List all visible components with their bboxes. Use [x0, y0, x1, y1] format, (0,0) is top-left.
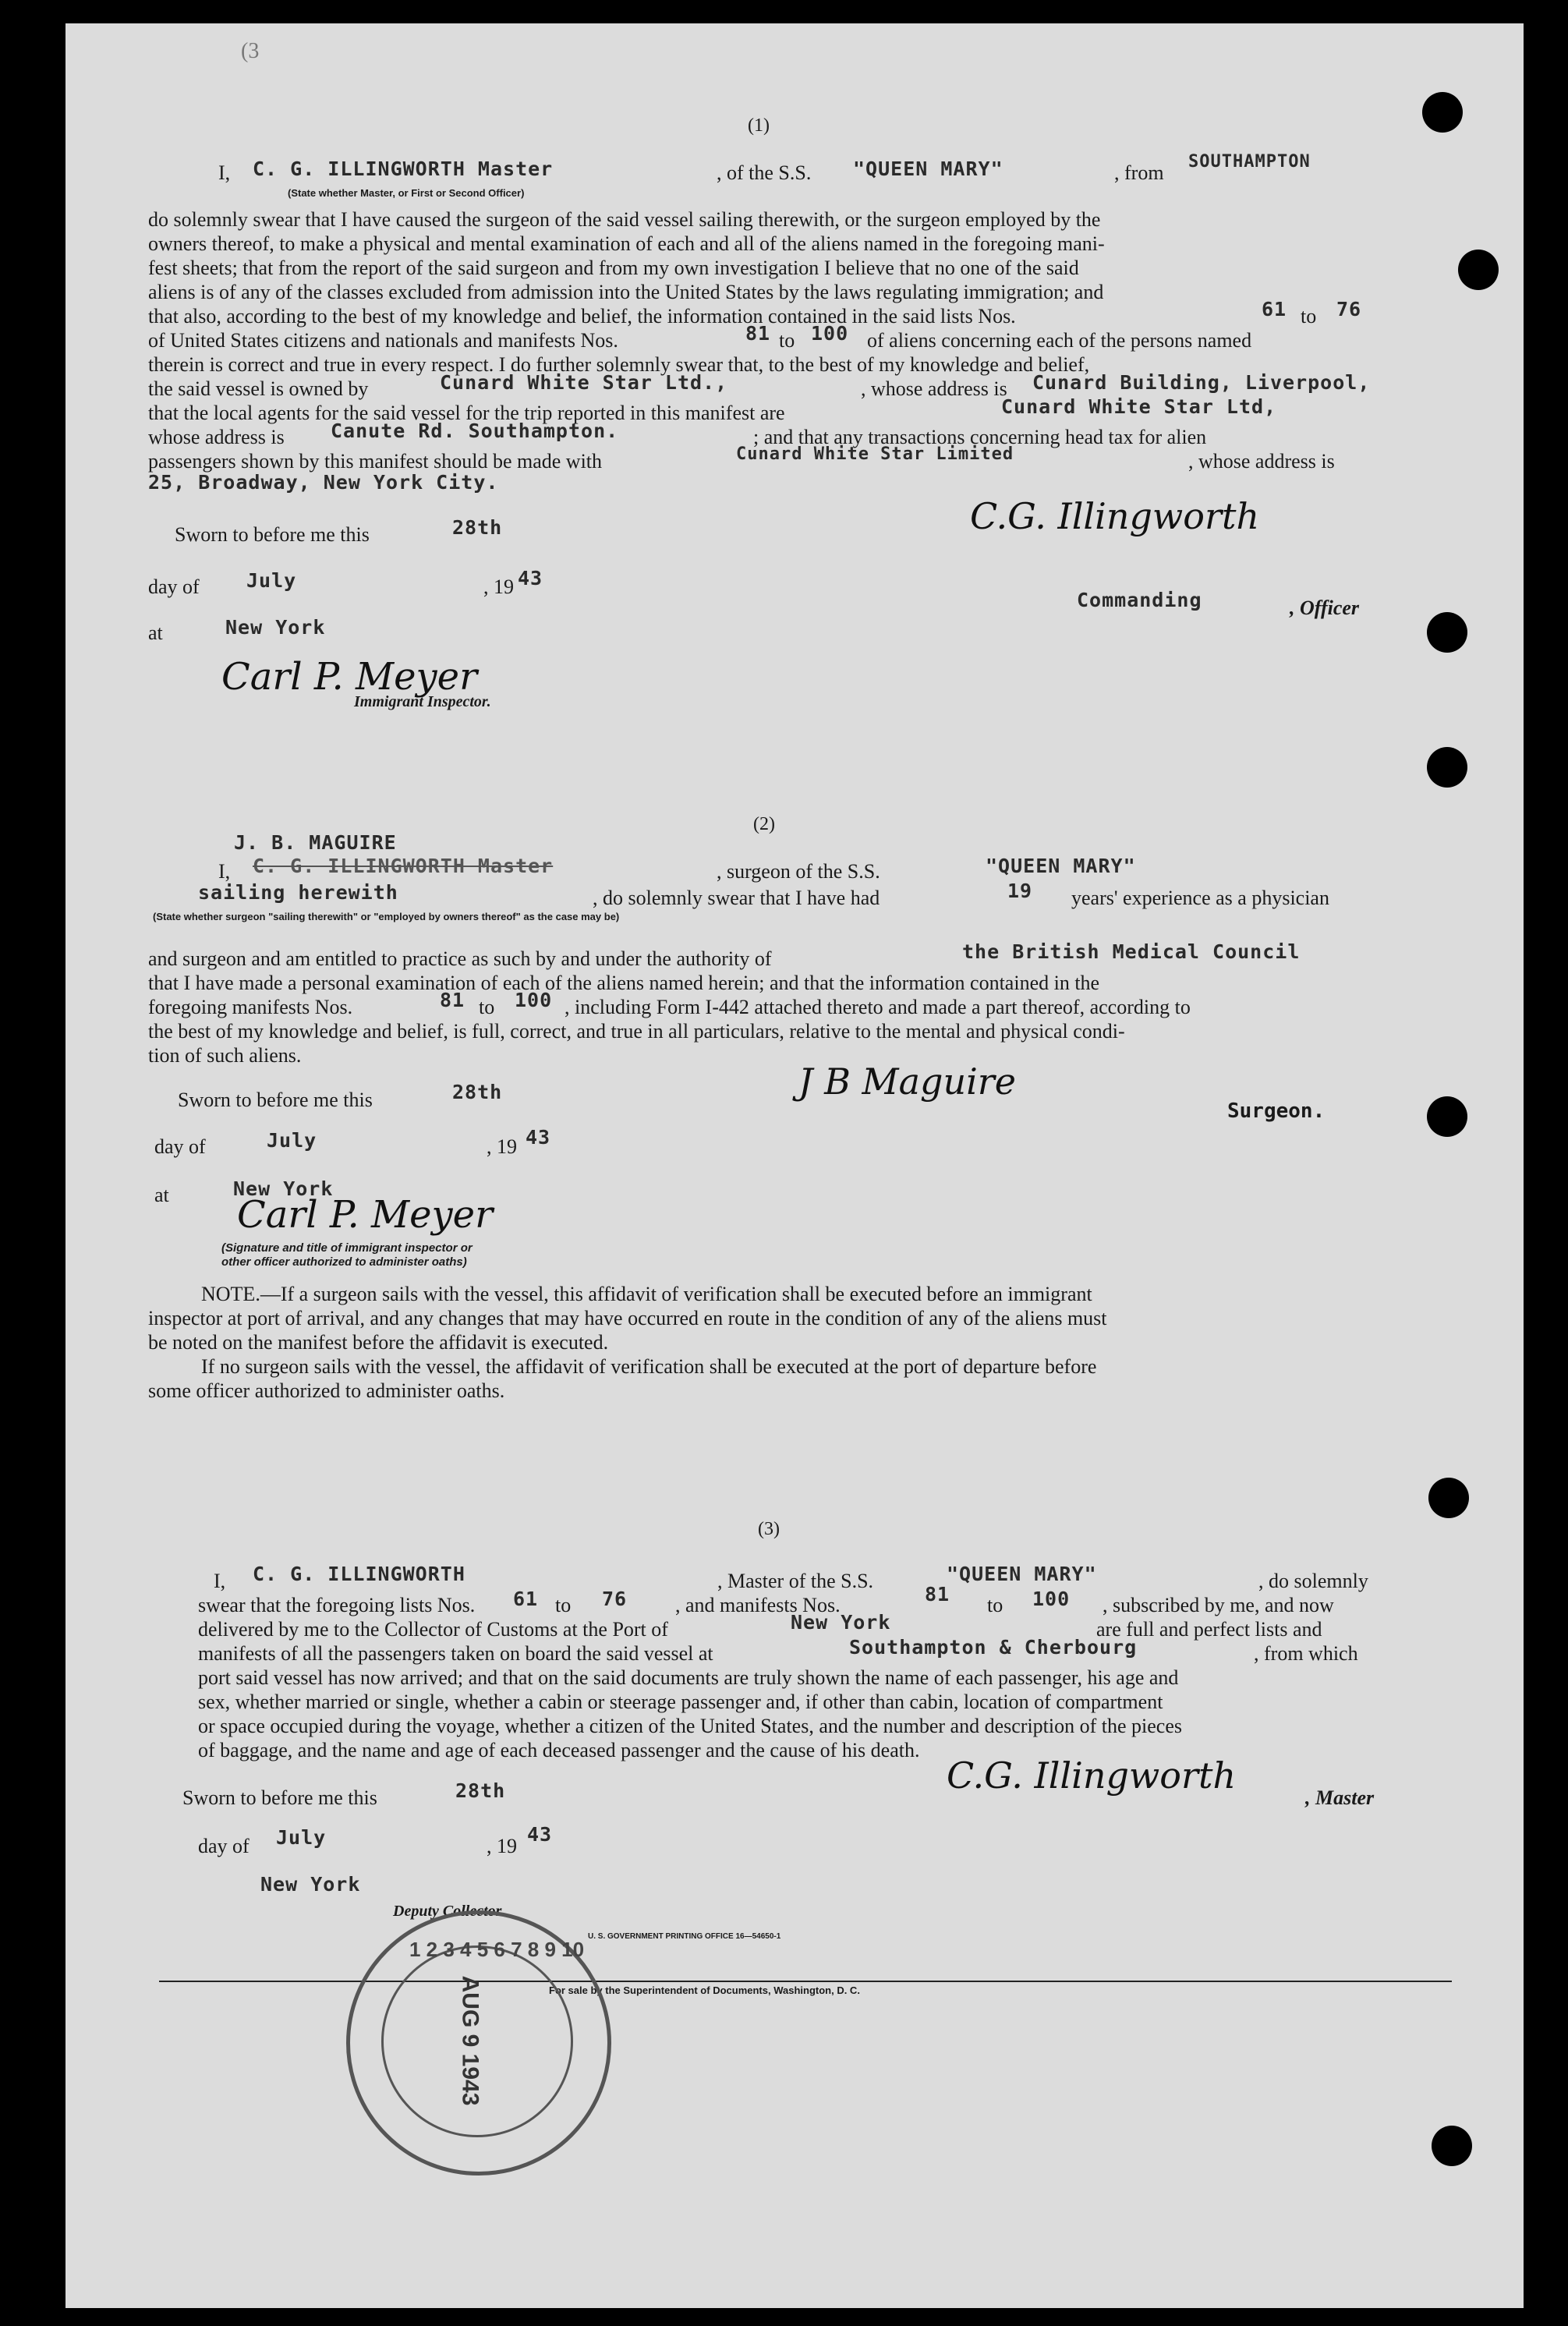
s3-month: July	[276, 1826, 327, 1849]
s1-to-2: to	[779, 329, 795, 352]
s3-intro: I,	[214, 1570, 226, 1592]
s2-from-no: 81	[440, 989, 465, 1011]
s2-sworn: Sworn to before me this	[178, 1089, 373, 1111]
s2-line-b: that I have made a personal examination of each of the aliens named herein; and that the information contained in the	[148, 972, 1100, 994]
s3-place: New York	[260, 1873, 361, 1896]
s1-day-of: day of	[148, 575, 200, 598]
s1-of-ss: , of the S.S.	[717, 161, 812, 184]
s2-surgeon-name: J. B. MAGUIRE	[234, 831, 397, 854]
s1-place: New York	[225, 616, 326, 639]
page-corner-number: (3	[241, 39, 260, 63]
s2-sailing: sailing herewith	[198, 881, 398, 904]
for-sale-note: For sale by the Superintendent of Documents, Washington, D. C.	[549, 1984, 860, 1996]
s1-of-aliens: of aliens concerning each of the persons named	[867, 329, 1252, 352]
s3-master-signature: C.G. Illingworth	[947, 1754, 1237, 1797]
s3-year-prefix: , 19	[487, 1835, 517, 1857]
s2-line-d: the best of my knowledge and belief, is full, correct, and true in all particulars, relative to the mental and physical condi-	[148, 1020, 1125, 1043]
s1-officer-label: , Officer	[1290, 597, 1360, 619]
s1-intro: I,	[218, 161, 231, 184]
s3-line-1: port said vessel has now arrived; and that on the said documents are truly shown the name of each passenger, his age and	[198, 1666, 1179, 1689]
s3-line-4: of baggage, and the name and age of each deceased passenger and the cause of his death.	[198, 1739, 920, 1761]
s2-at: at	[154, 1184, 169, 1206]
s2-note-3: be noted on the manifest before the affidavit is executed.	[148, 1331, 609, 1354]
s2-swear: , do solemnly swear that I have had	[593, 887, 880, 909]
s3-ship-name: "QUEEN MARY"	[947, 1563, 1097, 1585]
s1-owner: Cunard White Star Ltd.,	[440, 371, 728, 394]
s1-head-tax-address: 25, Broadway, New York City.	[148, 471, 499, 494]
s3-swear-lists: swear that the foregoing lists Nos.	[198, 1594, 476, 1616]
s1-list-from: 61	[1262, 298, 1287, 320]
s3-full-perfect: are full and perfect lists and	[1096, 1618, 1322, 1641]
punch-hole	[1427, 1096, 1467, 1137]
s2-sworn-day: 28th	[452, 1081, 503, 1103]
s1-head-tax-text: ; and that any transactions concerning head tax for alien	[753, 426, 1207, 448]
punch-hole	[1458, 250, 1499, 290]
s2-note-5: some officer authorized to administer oaths.	[148, 1379, 505, 1402]
s3-line-3: or space occupied during the voyage, whether a citizen of the United States, and the number and description of the pieces	[198, 1715, 1183, 1737]
s3-subscribed: , subscribed by me, and now	[1103, 1594, 1334, 1616]
s1-month: July	[246, 569, 297, 592]
footer-rule	[159, 1981, 1452, 1982]
punch-hole	[1422, 92, 1463, 133]
s2-note-1: NOTE.—If a surgeon sails with the vessel, this affidavit of verification shall be executed before an immigrant	[201, 1283, 1092, 1305]
s1-line-10: whose address is	[148, 426, 285, 448]
s2-sailing-caption: (State whether surgeon "sailing therewith" or "employed by owners thereof" as the case may be)	[153, 911, 620, 922]
s3-year: 43	[527, 1823, 553, 1846]
s3-to-2: to	[987, 1594, 1003, 1616]
s1-master-signature: C.G. Illingworth	[970, 495, 1260, 537]
s3-manifest-to: 100	[1032, 1588, 1071, 1610]
section-2-number: (2)	[753, 814, 775, 834]
punch-hole	[1427, 747, 1467, 788]
s3-master-label: , Master	[1305, 1786, 1375, 1809]
s1-line-11: passengers shown by this manifest should be made with	[148, 450, 603, 473]
s1-whose-address-2: , whose address is	[1188, 450, 1335, 473]
s3-list-to: 76	[602, 1588, 628, 1610]
s1-agents-address: Canute Rd. Southampton.	[331, 420, 619, 442]
s3-list-from: 61	[513, 1588, 539, 1610]
s3-delivered: delivered by me to the Collector of Customs at the Port of	[198, 1618, 668, 1641]
s2-surgeon-label: Surgeon.	[1227, 1099, 1326, 1123]
s1-line-3: fest sheets; that from the report of the said surgeon and from my own investigation I believe that no one of the said	[148, 257, 1079, 279]
s3-manifest-from: 81	[925, 1583, 950, 1606]
s2-to: to	[479, 996, 495, 1018]
s3-sworn-day: 28th	[455, 1779, 506, 1802]
s1-at: at	[148, 621, 163, 644]
s1-master-name: C. G. ILLINGWORTH Master	[253, 158, 554, 180]
s3-ports-embark: Southampton & Cherbourg	[849, 1636, 1138, 1659]
s2-authority: the British Medical Council	[962, 940, 1301, 963]
s2-month: July	[267, 1129, 317, 1152]
s1-manifest-from: 81	[745, 322, 771, 345]
s2-years: 19	[1007, 880, 1033, 902]
s1-year: 43	[518, 567, 543, 589]
section-1-number: (1)	[748, 115, 770, 136]
s1-line-1: do solemnly swear that I have caused the surgeon of the said vessel sailing therewith, or the surgeon employed by the	[148, 208, 1101, 231]
s1-inspector-signature: Carl P. Meyer	[221, 655, 478, 699]
s2-surgeon-signature: J B Maguire	[798, 1060, 1017, 1103]
s3-sworn: Sworn to before me this	[182, 1786, 377, 1809]
s1-sworn-day: 28th	[452, 516, 503, 539]
customs-stamp	[346, 1910, 611, 2176]
s1-agents: Cunard White Star Ltd,	[1001, 395, 1277, 418]
s2-line-c-2: , including Form I-442 attached thereto and made a part thereof, according to	[565, 996, 1191, 1018]
s1-manifest-to: 100	[811, 322, 849, 345]
s1-sworn: Sworn to before me this	[175, 523, 370, 546]
s2-note-4: If no surgeon sails with the vessel, the affidavit of verification shall be executed at the port of departure before	[201, 1355, 1097, 1378]
s3-master-of: , Master of the S.S.	[717, 1570, 874, 1592]
punch-hole	[1428, 1478, 1469, 1518]
s3-to-1: to	[555, 1594, 572, 1616]
s3-port: New York	[791, 1611, 891, 1634]
s1-line-7: therein is correct and true in every respect. I do further solemnly swear that, to the best of my knowledge and belief,	[148, 353, 1090, 376]
s3-master-name: C. G. ILLINGWORTH	[253, 1563, 465, 1585]
s1-line-8: the said vessel is owned by	[148, 377, 369, 400]
manifest-page	[65, 23, 1524, 2308]
s3-deputy-collector: Deputy Collector.	[393, 1903, 505, 1920]
s1-head-tax-party: Cunard White Star Limited	[736, 444, 1014, 464]
s1-line-5: that also, according to the best of my knowledge and belief, the information contained in the said lists Nos.	[148, 305, 1016, 327]
s3-line-2: sex, whether married or single, whether a cabin or steerage passenger and, if other than cabin, location of compartment	[198, 1691, 1163, 1713]
s1-to-1: to	[1301, 305, 1317, 327]
s2-ship-name: "QUEEN MARY"	[986, 855, 1136, 877]
s2-struck-name: C. G. ILLINGWORTH Master	[253, 855, 554, 877]
s1-port-of-departure: SOUTHAMPTON	[1188, 152, 1311, 172]
s2-surgeon-of: , surgeon of the S.S.	[717, 860, 880, 883]
s1-line-2: owners thereof, to make a physical and mental examination of each and all of the aliens named in the foregoing mani-	[148, 232, 1105, 255]
stamp-digits: 1 2 3 4 5 6 7 8 9 10	[409, 1938, 585, 1961]
s2-intro: I,	[218, 860, 231, 883]
s1-from: , from	[1114, 161, 1164, 184]
s2-inspector-signature: Carl P. Meyer	[237, 1193, 494, 1237]
s2-to-no: 100	[515, 989, 553, 1011]
s1-whose-address: , whose address is	[861, 377, 1007, 400]
s3-from-which: , from which	[1254, 1642, 1358, 1665]
s1-line-9: that the local agents for the said vessel for the trip reported in this manifest are	[148, 402, 785, 424]
s1-year-prefix: , 19	[483, 575, 514, 598]
printing-office: U. S. GOVERNMENT PRINTING OFFICE 16—54650-1	[588, 1932, 781, 1941]
s2-line-a: and surgeon and am entitled to practice as such by and under the authority of	[148, 947, 772, 970]
s1-rank-typed: Commanding	[1077, 589, 1202, 611]
s1-line-4: aliens is of any of the classes excluded from admission into the United States by the laws regulating immigration; and	[148, 281, 1104, 303]
s1-list-to: 76	[1336, 298, 1362, 320]
s3-day-of: day of	[198, 1835, 250, 1857]
s2-inspector-caption-1: (Signature and title of immigrant inspector or	[221, 1241, 473, 1255]
s3-solemnly: , do solemnly	[1258, 1570, 1368, 1592]
s2-line-c: foregoing manifests Nos.	[148, 996, 353, 1018]
s3-manifests-all: manifests of all the passengers taken on board the said vessel at	[198, 1642, 713, 1665]
punch-hole	[1427, 612, 1467, 653]
s2-day-of: day of	[154, 1135, 206, 1158]
s2-year: 43	[526, 1126, 551, 1149]
punch-hole	[1432, 2126, 1472, 2166]
section-3-number: (3)	[758, 1519, 780, 1539]
s3-and-manifests: , and manifests Nos.	[675, 1594, 841, 1616]
s2-note-2: inspector at port of arrival, and any changes that may have occurred en route in the condition of any of the aliens must	[148, 1307, 1107, 1329]
s1-rank-caption: (State whether Master, or First or Second Officer)	[288, 187, 525, 199]
s1-owner-address: Cunard Building, Liverpool,	[1032, 371, 1371, 394]
s1-line-6: of United States citizens and nationals and manifests Nos.	[148, 329, 618, 352]
s2-place: New York	[233, 1177, 334, 1200]
s2-line-e: tion of such aliens.	[148, 1044, 302, 1067]
stamp-date: AUG 9 1943	[457, 1975, 483, 2106]
s2-year-prefix: , 19	[487, 1135, 517, 1158]
s1-inspector-caption: Immigrant Inspector.	[354, 693, 491, 710]
s2-inspector-caption-2: other officer authorized to administer oaths)	[221, 1255, 467, 1269]
s1-ship-name: "QUEEN MARY"	[853, 158, 1003, 180]
s2-years-text: years' experience as a physician	[1071, 887, 1329, 909]
